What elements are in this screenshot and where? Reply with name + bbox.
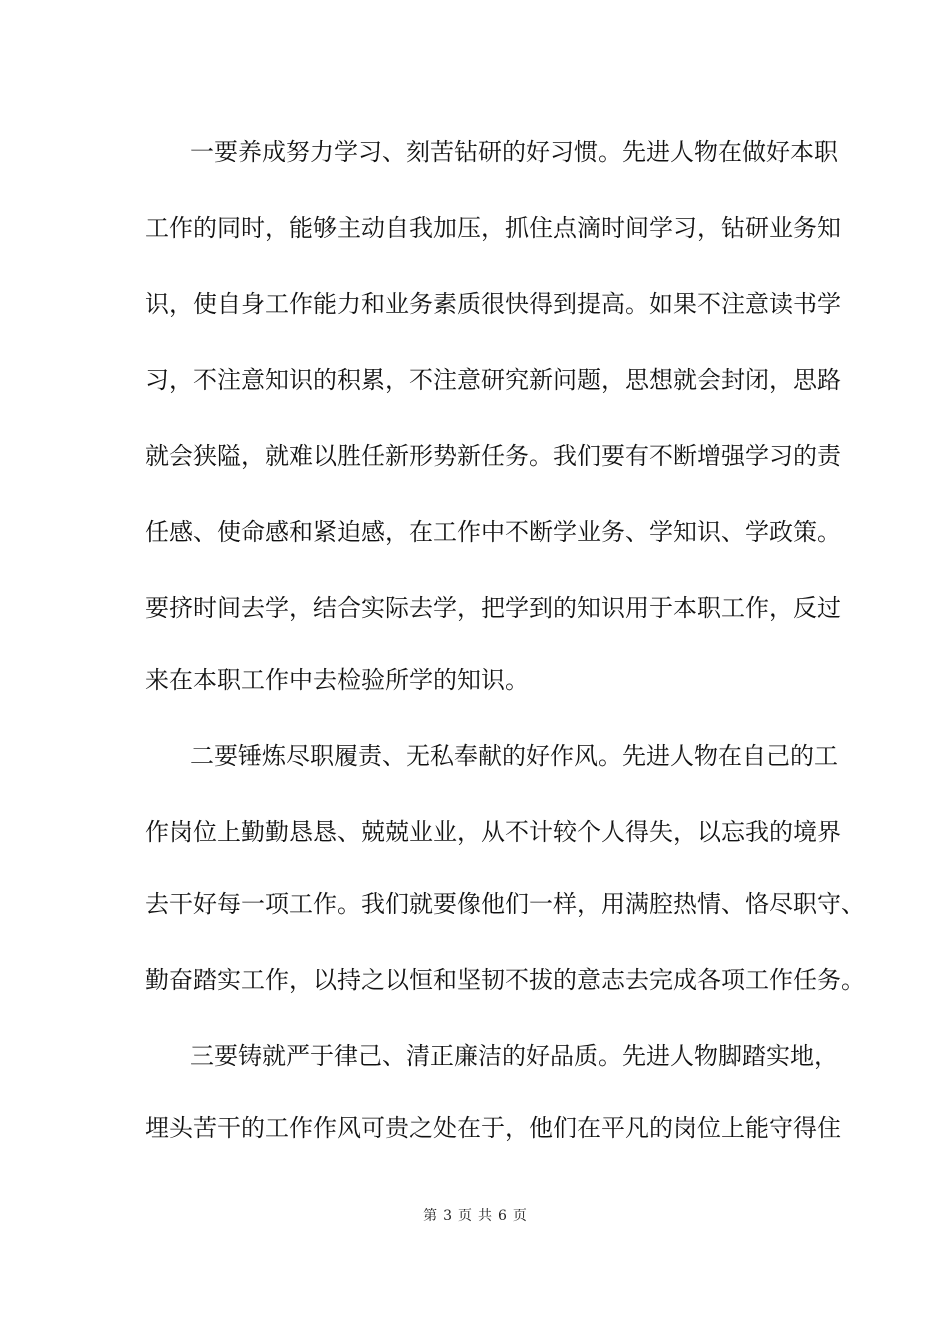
paragraph-1-line-7: 要挤时间去学，结合实际去学，把学到的知识用于本职工作，反过 [145, 594, 841, 622]
paragraph-1-line-3: 识，使自身工作能力和业务素质很快得到提高。如果不注意读书学 [145, 290, 841, 318]
footer-page-number: 3 [443, 1208, 452, 1224]
footer-label-page: 第 [423, 1208, 438, 1224]
paragraph-2-line-3: 去干好每一项工作。我们就要像他们一样，用满腔热情、恪尽职守、 [145, 890, 865, 918]
paragraph-2-line-4: 勤奋踏实工作，以持之以恒和坚韧不拔的意志去完成各项工作任务。 [145, 966, 865, 994]
paragraph-3-line-1: 三要铸就严于律己、清正廉洁的好品质。先进人物脚踏实地， [190, 1042, 838, 1070]
footer-label-total-unit: 页 [512, 1208, 527, 1224]
paragraph-1-line-2: 工作的同时，能够主动自我加压，抓住点滴时间学习，钻研业务知 [145, 214, 841, 242]
paragraph-1-line-1: 一要养成努力学习、刻苦钻研的好习惯。先进人物在做好本职 [190, 138, 838, 166]
paragraph-2-line-2: 作岗位上勤勤恳恳、兢兢业业，从不计较个人得失，以忘我的境界 [145, 818, 841, 846]
paragraph-1-line-8: 来在本职工作中去检验所学的知识。 [145, 666, 529, 694]
paragraph-1-line-5: 就会狭隘，就难以胜任新形势新任务。我们要有不断增强学习的责 [145, 442, 841, 470]
footer-total-pages: 6 [498, 1208, 507, 1224]
paragraph-2-line-1: 二要锤炼尽职履责、无私奉献的好作风。先进人物在自己的工 [190, 742, 838, 770]
paragraph-3-line-2: 埋头苦干的工作作风可贵之处在于，他们在平凡的岗位上能守得住 [145, 1114, 841, 1142]
footer-label-page-unit: 页 [458, 1208, 472, 1224]
paragraph-1-line-4: 习，不注意知识的积累，不注意研究新问题，思想就会封闭，思路 [145, 366, 841, 394]
page-footer [0, 1206, 950, 1226]
paragraph-1-line-6: 任感、使命感和紧迫感，在工作中不断学业务、学知识、学政策。 [145, 518, 841, 546]
footer-label-total: 共 [478, 1208, 492, 1224]
